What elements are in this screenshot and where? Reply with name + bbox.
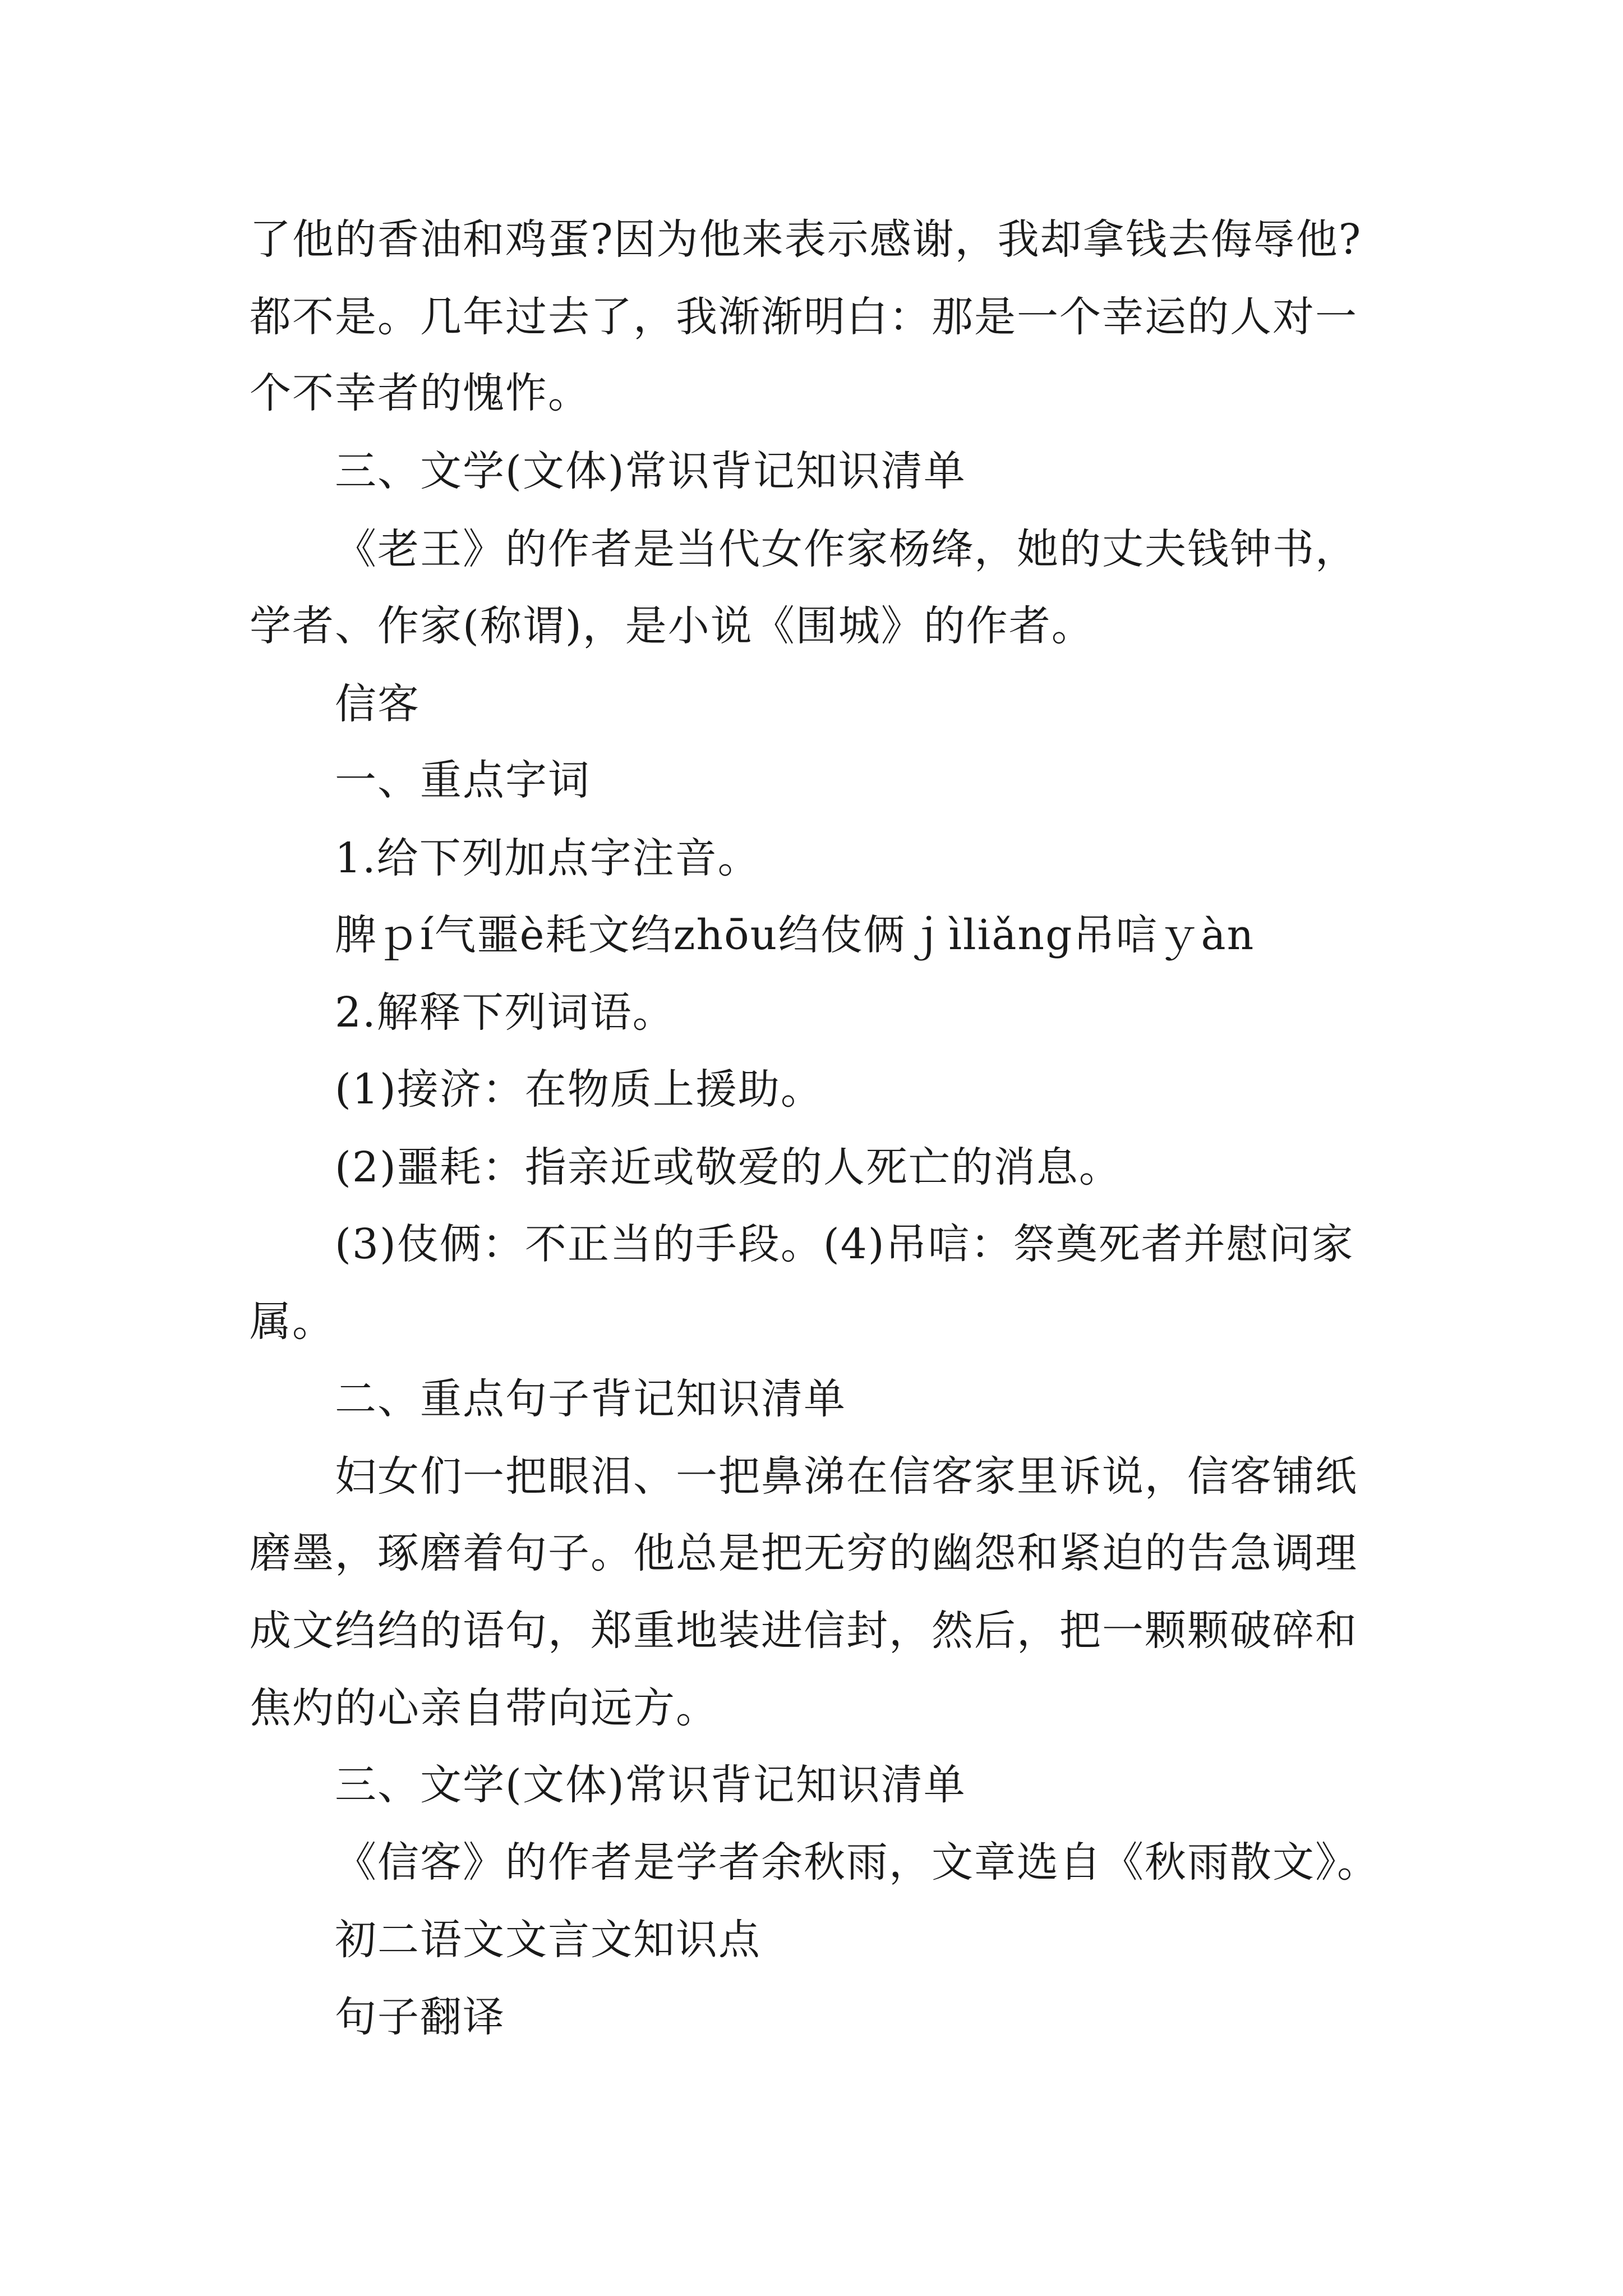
pinyin-line: 脾ｐí气噩è耗文绉zhōu绉伎俩ｊìliǎng吊唁ｙàn [335,911,1255,959]
section-heading: 三、文学(文体)常识背记知识清单 [335,1761,966,1809]
body-text-line: 都不是。几年过去了，我渐渐明白：那是一个幸运的人对一 [250,293,1358,341]
body-text-line: 《老王》的作者是当代女作家杨绛，她的丈夫钱钟书， [335,525,1358,573]
section-heading: 句子翻译 [335,1993,505,2041]
definition-line: 属。 [250,1297,335,1346]
body-text-line: 个不幸者的愧怍。 [250,369,591,417]
section-heading: 二、重点句子背记知识清单 [335,1375,846,1423]
body-text-line: 了他的香油和鸡蛋?因为他来表示感谢，我却拿钱去侮辱他? [250,215,1362,264]
section-heading: 一、重点字词 [335,756,591,804]
question-line: 1.给下列加点字注音。 [335,834,760,882]
body-text-line: 《信客》的作者是学者余秋雨，文章选自《秋雨散文》。 [335,1838,1380,1887]
body-text-line: 焦灼的心亲自带向远方。 [250,1684,718,1732]
definition-line: (2)噩耗：指亲近或敬爱的人死亡的消息。 [335,1143,1122,1191]
section-heading: 三、文学(文体)常识背记知识清单 [335,447,966,495]
body-text-line: 成文绉绉的语句，郑重地装进信封，然后，把一颗颗破碎和 [250,1607,1358,1655]
body-text-line: 学者、作家(称谓)，是小说《围城》的作者。 [250,602,1094,650]
question-line: 2.解释下列词语。 [335,988,675,1037]
definition-line: (3)伎俩：不正当的手段。(4)吊唁：祭奠死者并慰问家 [335,1220,1354,1268]
section-title: 初二语文文言文知识点 [335,1916,761,1964]
body-text-line: 妇女们一把眼泪、一把鼻涕在信客家里诉说，信客铺纸 [335,1452,1358,1501]
definition-line: (1)接济：在物质上援助。 [335,1065,823,1114]
body-text-line: 磨墨，琢磨着句子。他总是把无穷的幽怨和紧迫的告急调理 [250,1529,1358,1577]
lesson-title: 信客 [335,680,420,728]
